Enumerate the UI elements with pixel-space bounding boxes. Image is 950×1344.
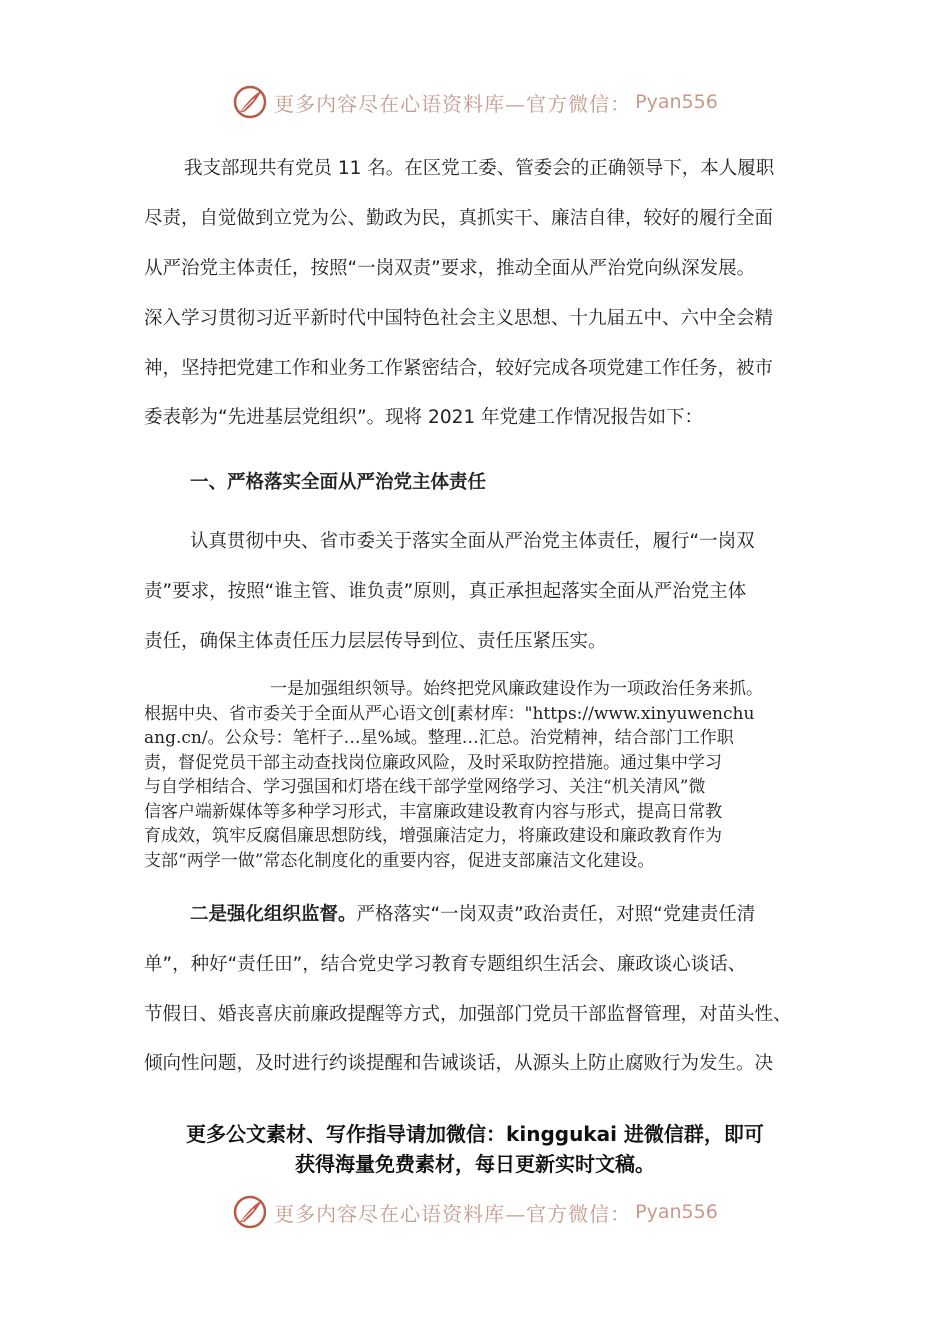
serif-line: 根据中央、省市委关于全面从严心语文创[素材库："https://www.xinyuwenchu xyxy=(144,703,755,724)
intro-line: 神，坚持把党建工作和业务工作紧密结合，较好完成各项党建工作任务，被市 xyxy=(144,358,774,379)
banner-handle: Pyan556 xyxy=(635,91,718,113)
serif-line: 支部“两学一做”常态化制度化的重要内容，促进支部廉洁文化建设。 xyxy=(144,850,655,871)
serif-line: 责，督促党员干部主动查找岗位廉政风险，及时采取防控措施。通过集中学习 xyxy=(144,752,722,773)
banner-text: 更多内容尽在心语资料库—官方微信： xyxy=(274,91,632,116)
serif-line: 一是加强组织领导。始终把党风廉政建设作为一项政治任务来抓。 xyxy=(270,679,763,699)
section2-line: 节假日、婚丧喜庆前廉政提醒等方式，加强部门党员干部监督管理，对苗头性、 xyxy=(144,1004,792,1025)
serif-line: 信客户端新媒体等多种学习形式，丰富廉政建设教育内容与形式，提高日常教 xyxy=(144,801,722,822)
section2-first-line xyxy=(190,902,850,928)
footer-banner xyxy=(0,1192,950,1232)
serif-paragraph xyxy=(144,677,812,873)
section2-line: 倾向性问题，及时进行约谈提醒和告诫谈话，从源头上防止腐败行为发生。决 xyxy=(144,1053,774,1074)
quill-logo-icon xyxy=(232,84,268,120)
section-heading: 一、严格落实全面从严治党主体责任 xyxy=(190,472,487,493)
intro-line: 我支部现共有党员 11 名。在区党工委、管委会的正确领导下，本人履职 xyxy=(184,158,775,179)
promo-line-2: 获得海量免费素材，每日更新实时文稿。 xyxy=(295,1152,655,1176)
serif-line: 与自学相结合、学习强国和灯塔在线干部学堂网络学习、关注“机关清风”微 xyxy=(144,777,706,797)
serif-line: ang.cn/。公众号：笔杆子…星%域。整理…汇总。治党精神，结合部门工作职 xyxy=(144,728,734,748)
section2-lead: 二是强化组织监督。 xyxy=(190,904,357,925)
section1-line: 责”要求，按照“谁主管、谁负责”原则，真正承担起落实全面从严治党主体 xyxy=(144,581,747,602)
intro-line: 深入学习贯彻习近平新时代中国特色社会主义思想、十九届五中、六中全会精 xyxy=(144,308,774,329)
intro-line: 从严治党主体责任，按照“一岗双责”要求，推动全面从严治党向纵深发展。 xyxy=(144,258,756,279)
banner-text: 更多内容尽在心语资料库—官方微信： xyxy=(274,1201,632,1226)
intro-line: 委表彰为“先进基层党组织”。现将 2021 年党建工作情况报告如下： xyxy=(144,407,704,428)
header-banner xyxy=(0,82,950,122)
section1-line: 认真贯彻中央、省市委关于落实全面从严治党主体责任，履行“一岗双 xyxy=(190,531,755,552)
promo-line-1: 更多公文素材、写作指导请加微信：kinggukai 进微信群，即可 xyxy=(186,1122,764,1146)
banner-handle: Pyan556 xyxy=(635,1201,718,1223)
section2-line: 单”，种好“责任田”，结合党史学习教育专题组织生活会、廉政谈心谈话、 xyxy=(144,954,747,975)
section1-line: 责任，确保主体责任压力层层传导到位、责任压紧压实。 xyxy=(144,631,607,652)
quill-logo-icon xyxy=(232,1194,268,1230)
intro-line: 尽责，自觉做到立党为公、勤政为民，真抓实干、廉洁自律，较好的履行全面 xyxy=(144,208,774,229)
serif-line: 育成效，筑牢反腐倡廉思想防线，增强廉洁定力，将廉政建设和廉政教育作为 xyxy=(144,826,722,846)
section2-first-rest: 严格落实“一岗双责”政治责任，对照“党建责任清 xyxy=(356,904,756,925)
